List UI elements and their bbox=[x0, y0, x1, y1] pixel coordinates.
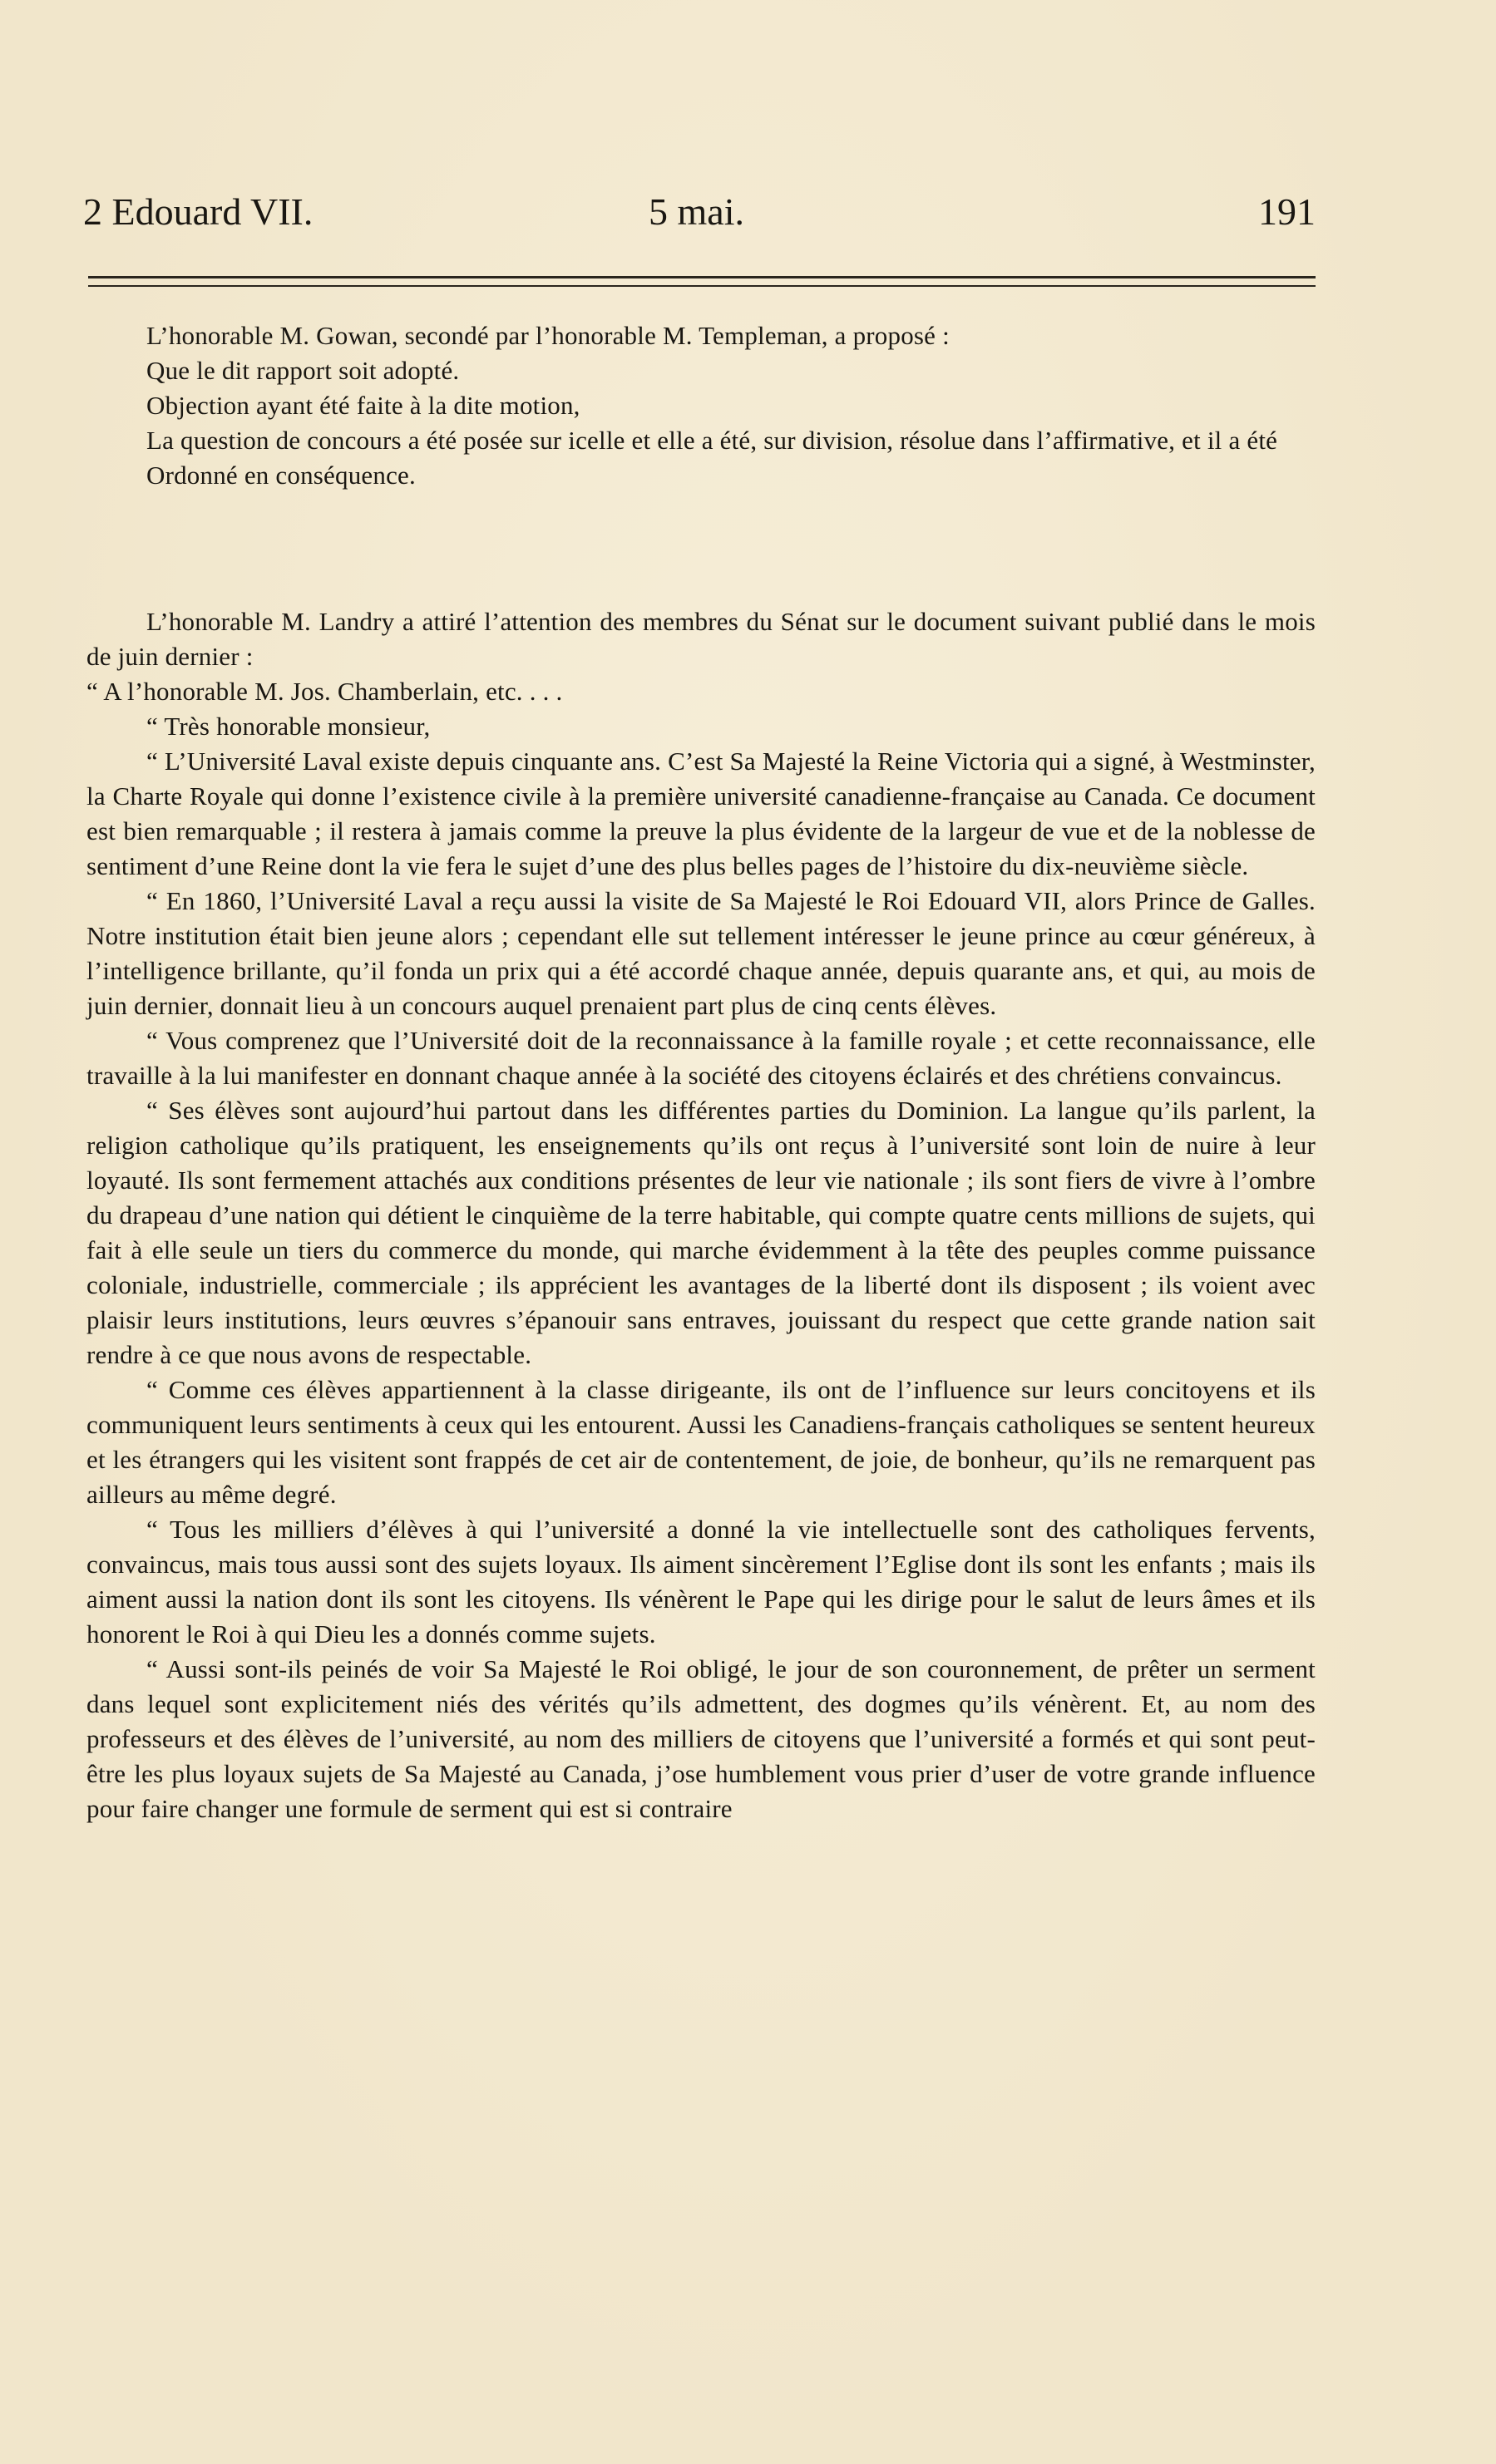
paragraph: “ L’Université Laval existe depuis cinquante ans. C’est Sa Majesté la Reine Victoria qui a signé, à Westminster, la Charte Royale qui donne l’existence civile à la première université canadienne-française au Canada. Ce document est bien remarquable ; il restera à jamais comme la preuve la plus évidente de la largeur de vue et de la noblesse de sentiment d’une Reine dont la vie fera le sujet d’une des plus belles pages de l’histoire du dix-neuvième siècle. bbox=[86, 747, 1316, 880]
paragraph: “ Comme ces élèves appartiennent à la classe dirigeante, ils ont de l’influence sur leurs concitoyens et ils communiquent leurs sentiments à ceux qui les entourent. Aussi les Canadiens-français catholiques se sentent heureux et les étrangers qui les visitent sont frappés de cet air de contentement, de joie, de bonheur, qu’ils ne remarquent pas ailleurs au même degré. bbox=[86, 1375, 1316, 1509]
page-header bbox=[83, 190, 1316, 239]
header-rule-thin bbox=[88, 285, 1316, 287]
page-number: 191 bbox=[1258, 190, 1316, 233]
header-rule-thick bbox=[88, 276, 1316, 278]
paragraph: Ordonné en conséquence. bbox=[146, 461, 416, 490]
header-session: 2 Edouard VII. bbox=[83, 190, 314, 233]
salutation: “ Très honorable monsieur, bbox=[146, 712, 431, 741]
header-date: 5 mai. bbox=[649, 190, 744, 233]
paragraph: Que le dit rapport soit adopté. bbox=[146, 356, 460, 385]
motion-section bbox=[86, 318, 1316, 493]
paragraph: L’honorable M. Landry a attiré l’attention des membres du Sénat sur le document suivant publié dans le mois de juin dernier : bbox=[86, 607, 1316, 671]
paragraph: “ En 1860, l’Université Laval a reçu aussi la visite de Sa Majesté le Roi Edouard VII, alors Prince de Galles. Notre institution était bien jeune alors ; cependant elle sut tellement intéresser le jeune prince au cœur généreux, à l’intelligence brillante, qu’il fonda un prix qui a été accordé chaque année, depuis quarante ans, et qui, au mois de juin dernier, donnait lieu à un concours auquel prenaient part plus de cinq cents élèves. bbox=[86, 886, 1316, 1020]
paragraph: “ Tous les milliers d’élèves à qui l’université a donné la vie intellectuelle sont des catholiques fervents, convaincus, mais tous aussi sont des sujets loyaux. Ils aiment sincèrement l’Eglise dont ils sont les enfants ; mais ils aiment aussi la nation dont ils sont les citoyens. Ils vénèrent le Pape qui les dirige pour le salut de leurs âmes et ils honorent le Roi à qui Dieu les a donnés comme sujets. bbox=[86, 1515, 1316, 1648]
paragraph: “ Aussi sont-ils peinés de voir Sa Majesté le Roi obligé, le jour de son couronnement, de prêter un serment dans lequel sont explicitement niés des vérités qu’ils admettent, des dogmes qu’ils vénèrent. Et, au nom des professeurs et des élèves de l’université, au nom des milliers de citoyens que l’université a formés et qui sont peut-être les plus loyaux sujets de Sa Majesté au Canada, j’ose humblement vous prier d’user de votre grande influence pour faire changer une formule de serment qui est si contraire bbox=[86, 1654, 1316, 1823]
paragraph: L’honorable M. Gowan, secondé par l’honorable M. Templeman, a proposé : bbox=[146, 321, 950, 350]
paragraph: Objection ayant été faite à la dite motion, bbox=[146, 391, 580, 420]
salutation-address: “ A l’honorable M. Jos. Chamberlain, etc. . . . bbox=[86, 677, 563, 706]
landry-document-section bbox=[86, 604, 1316, 1826]
paragraph: “ Ses élèves sont aujourd’hui partout dans les différentes parties du Dominion. La langue qu’ils parlent, la religion catholique qu’ils pratiquent, les enseignements qu’ils ont reçus à l’université sont loin de nuire à leur loyauté. Ils sont fermement attachés aux conditions présentes de leur vie nationale ; ils sont fiers de vivre à l’ombre du drapeau d’une nation qui détient le cinquième de la terre habitable, qui compte quatre cents millions de sujets, qui fait à elle seule un tiers du commerce du monde, qui marche évidemment à la tête des peuples comme puissance coloniale, industrielle, commerciale ; ils apprécient les avantages de la liberté dont ils disposent ; ils voient avec plaisir leurs institutions, leurs œuvres s’épanouir sans entraves, jouissant du respect que cette grande nation sait rendre à ce que nous avons de respectable. bbox=[86, 1096, 1316, 1369]
paragraph: “ Vous comprenez que l’Université doit de la reconnaissance à la famille royale ; et cette reconnaissance, elle travaille à la lui manifester en donnant chaque année à la société des citoyens éclairés et des chrétiens convaincus. bbox=[86, 1026, 1316, 1090]
paragraph: La question de concours a été posée sur icelle et elle a été, sur division, résolue dans l’affirmative, et il a été bbox=[146, 426, 1278, 455]
